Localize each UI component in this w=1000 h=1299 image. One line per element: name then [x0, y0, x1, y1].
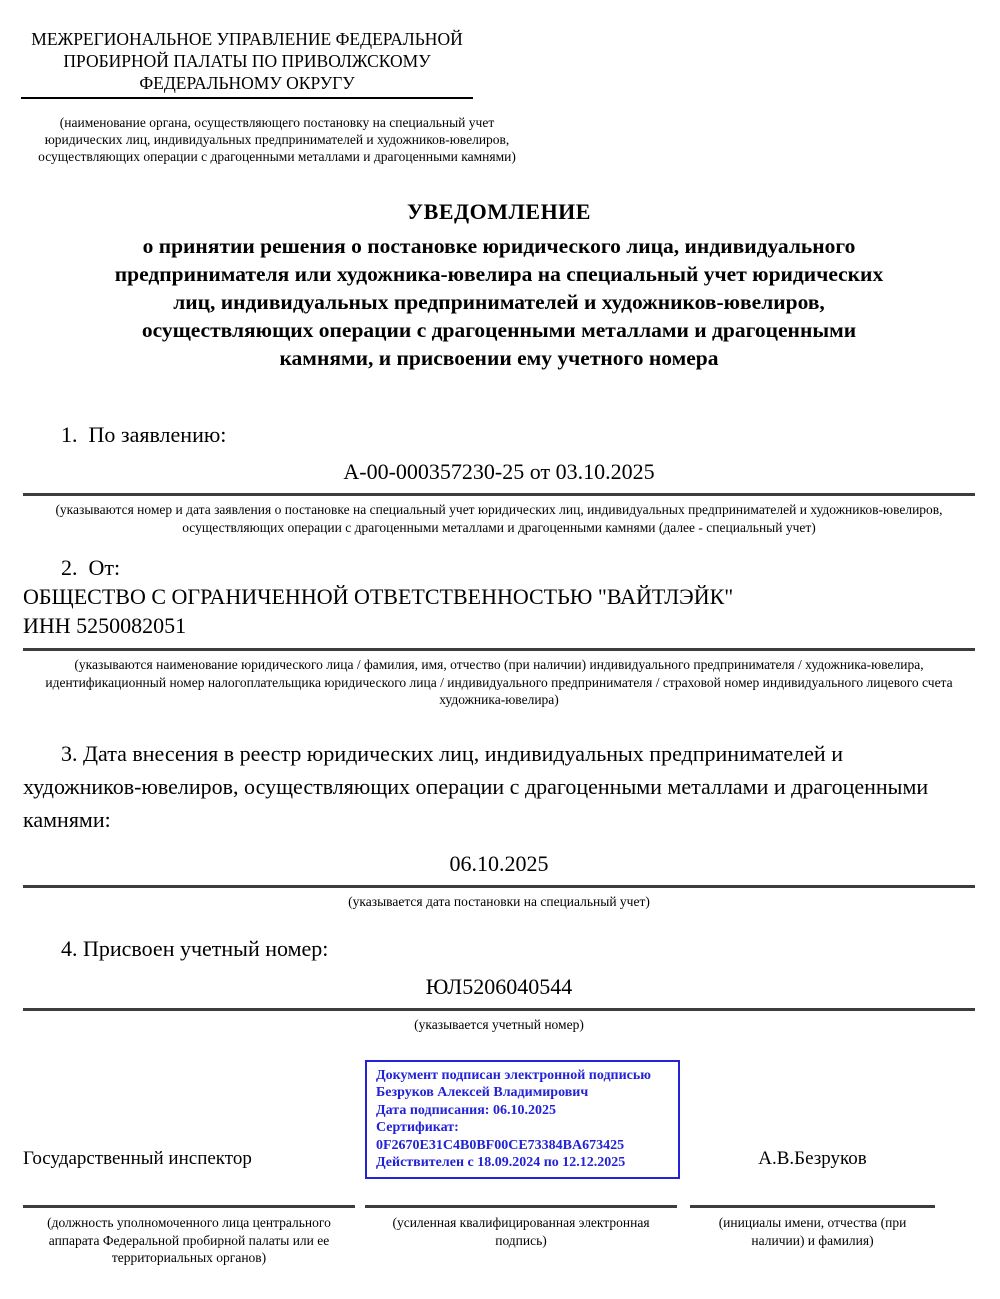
signature-caption: [365, 1205, 677, 1267]
signature-row: [23, 1060, 975, 1180]
section1-label: 1. По заявлению:: [61, 422, 227, 447]
applicant-block: [23, 582, 975, 640]
stamp-certificate-number: 0F2670E31C4B0BF00CE73384BA673425: [376, 1137, 625, 1153]
stamp-line: Документ подписан электронной подписью: [376, 1067, 651, 1083]
divider-line: [23, 1008, 975, 1011]
section1-caption: (указываются номер и дата заявления о постановке на специальный учет юридических лиц, индивидуальных предпринимателей и художников-ювелиров, осуществляющих операции с драгоценными металлами и драгоценными камнями (далее - специальный учет): [55, 502, 943, 535]
section2-caption: (указываются наименование юридического лица / фамилия, имя, отчество (при наличии) индивидуального предпринимателя / художника-ювелира, идентификационный номер налогоплательщика юридического лица / индивидуального предпринимателя / страховой номер индивидуального лицевого счета художника-ювелира): [45, 657, 953, 707]
signer-name: А.В.Безруков: [758, 1148, 867, 1170]
section3-caption: (указывается дата постановки на специальный учет): [348, 893, 650, 909]
issuing-authority-caption: (наименование органа, осуществляющего постановку на специальный учет юридических лиц, индивидуальных предпринимателей и художников-ювелиров, осуществляющих операции с драгоценными металлами и драгоценными камнями): [38, 115, 516, 164]
signer-position: Государственный инспектор: [23, 1148, 252, 1170]
stamp-line: Действителен с 18.09.2024 по 12.12.2025: [376, 1155, 626, 1171]
divider-line: [23, 493, 975, 496]
org-name-line: ФЕДЕРАЛЬНОМУ ОКРУГУ: [139, 73, 355, 93]
subtitle-line: лиц, индивидуальных предпринимателей и художников-ювелиров,: [173, 290, 825, 314]
name-caption-text: (инициалы имени, отчества (при наличии) и фамилия): [718, 1215, 907, 1248]
signature-captions-row: [23, 1205, 975, 1267]
signer-name-column: [690, 1148, 935, 1179]
stamp-line: Сертификат:: [376, 1120, 459, 1136]
section3-label: 3. Дата внесения в реестр юридических лиц, индивидуальных предпринимателей и художников-ювелиров, осуществляющих операции с драгоценными металлами и драгоценными камнями:: [23, 740, 929, 832]
signer-position-column: [23, 1148, 355, 1179]
company-inn: ИНН 5250082051: [23, 613, 187, 638]
signature-caption-text: (усиленная квалифицированная электронная подпись): [392, 1215, 650, 1248]
org-name-line: ПРОБИРНОЙ ПАЛАТЫ ПО ПРИВОЛЖСКОМУ: [63, 51, 431, 71]
stamp-line: Безруков Алексей Владимирович: [376, 1085, 589, 1101]
issuing-authority-name: [21, 28, 473, 99]
subtitle-line: осуществляющих операции с драгоценными металлами и драгоценными: [141, 318, 857, 342]
company-name: ОБЩЕСТВО С ОГРАНИЧЕННОЙ ОТВЕТСТВЕННОСТЬЮ "ВАЙТЛЭЙК": [23, 584, 734, 609]
subtitle-line: камнями, и присвоении ему учетного номера: [279, 346, 719, 370]
registry-date-value: 06.10.2025: [449, 850, 549, 876]
account-number-value: ЮЛ5206040544: [425, 974, 573, 999]
document-subtitle: [23, 232, 975, 372]
position-caption: (должность уполномоченного лица центрального аппарата Федеральной пробирной палаты или ее территориальных органов): [23, 1205, 355, 1267]
divider-line: [23, 648, 975, 651]
org-name-line: МЕЖРЕГИОНАЛЬНОЕ УПРАВЛЕНИЕ ФЕДЕРАЛЬНОЙ: [31, 29, 463, 49]
document-title: УВЕДОМЛЕНИЕ: [407, 199, 591, 224]
section4-caption: (указывается учетный номер): [414, 1017, 584, 1032]
digital-signature-column: [365, 1060, 677, 1180]
application-number-value: А-00-000357230-25 от 03.10.2025: [343, 459, 655, 484]
subtitle-line: о принятии решения о постановке юридического лица, индивидуального: [142, 234, 856, 258]
subtitle-line: предпринимателя или художника-ювелира на специальный учет юридических: [114, 262, 884, 286]
name-caption: [690, 1205, 935, 1267]
stamp-line: Дата подписания: 06.10.2025: [376, 1102, 556, 1118]
section2-label: 2. От:: [61, 555, 121, 580]
divider-line: [23, 885, 975, 888]
digital-signature-stamp: [365, 1060, 680, 1180]
section4-label: 4. Присвоен учетный номер:: [61, 936, 329, 961]
